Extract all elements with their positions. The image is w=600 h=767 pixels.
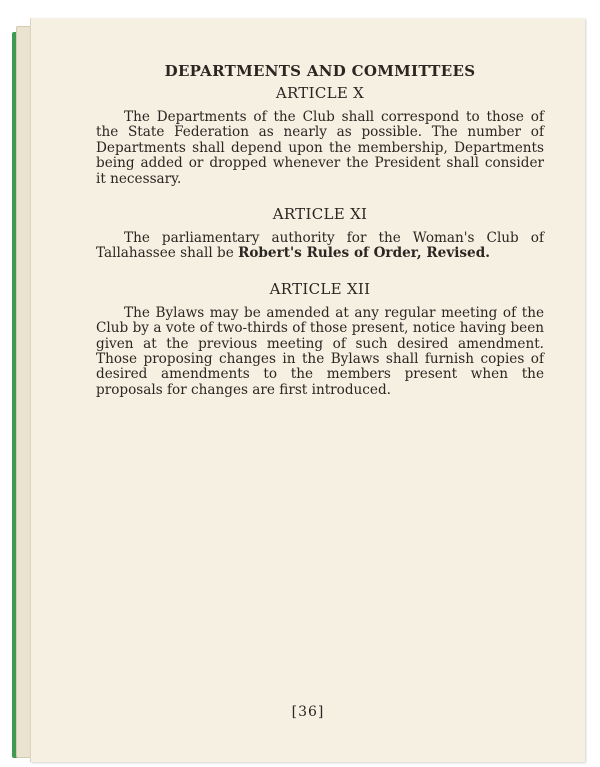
book-page — [30, 18, 585, 762]
article-x-heading: ARTICLE X — [275, 84, 365, 102]
article-xii-heading: ARTICLE XII — [269, 279, 371, 298]
page-content — [96, 62, 544, 416]
section-title: DEPARTMENTS AND COMMITTEES — [164, 62, 476, 80]
article-xi-text — [96, 231, 544, 262]
article-xii-text: The Bylaws may be amended at any regular meeting of the Club by a vote of two-thirds of those present, notice having been given at the previous meeting of such desired amendment. Those proposing changes in the Bylaws shall furnish copies of desired amendments to the members present when the proposals for changes are first introduced. — [96, 304, 544, 398]
article-xi-heading: ARTICLE XI — [272, 205, 368, 224]
article-x-text: The Departments of the Club shall correspond to those of the State Federation as nearly as possible. The number of Departments shall depend upon the membership, Departments being added or dropped whenever the President shall consider it necessary. — [96, 109, 544, 187]
article-xi-text-plain: The parliamentary authority for the Woman's Club of Tallahassee shall be — [96, 230, 544, 262]
page-number: [36] — [291, 704, 325, 720]
article-xi-text-bold: Robert's Rules of Order, Revised. — [238, 245, 490, 262]
